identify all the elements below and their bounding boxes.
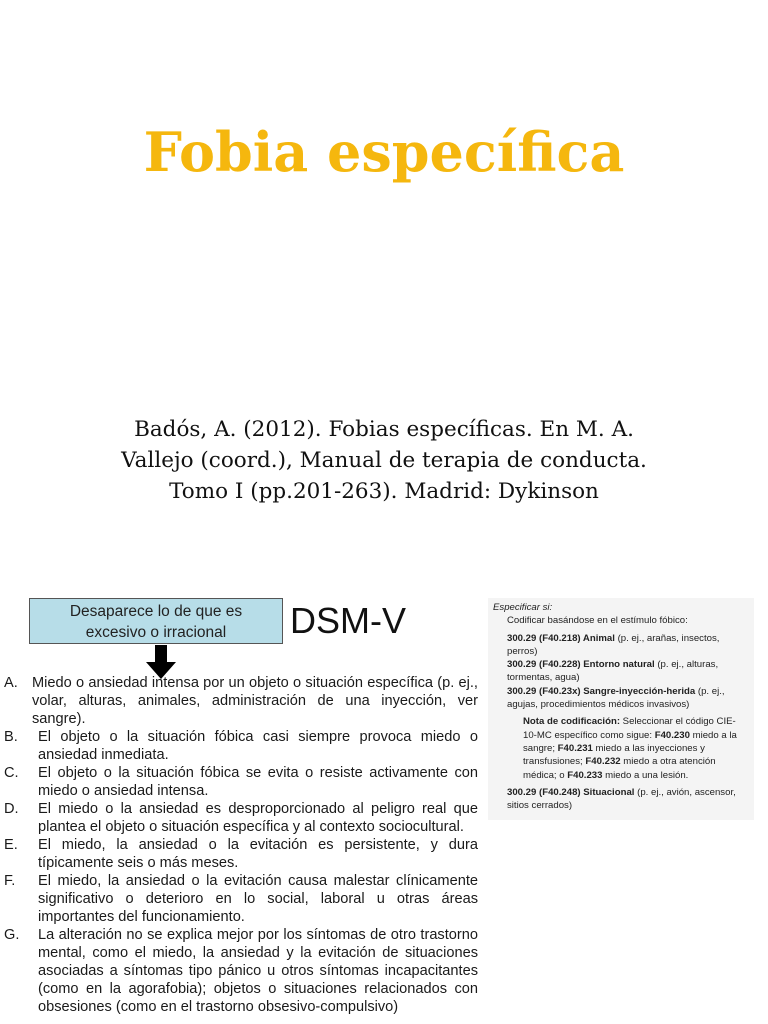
citation-line-2: Vallejo (coord.), Manual de terapia de conducta.: [121, 448, 647, 473]
citation-line-3: Tomo I (pp.201-263). Madrid: Dykinson: [169, 479, 599, 504]
specifier-blood: 300.29 (F40.23x) Sangre-inyección-herida (p. ej., agujas, procedimientos médicos invasivos): [507, 685, 725, 711]
callout-line-1: Desaparece lo de que es: [69, 603, 243, 620]
criterion-text: La alteración no se explica mejor por los síntomas de otro trastorno mental, como el miedo, la ansiedad y la evitación de situaciones asociadas a síntomas tipo pánico u otros síntomas incapacitantes (como en la agorafobia); objetos o situaciones relacionados con obsesiones (como en el trastorno obsesivo-compulsivo): [38, 927, 478, 1015]
criterion-d: [0, 800, 478, 836]
criterion-letter: A.: [4, 675, 18, 691]
criterion-text: El objeto o la situación fóbica casi siempre provoca miedo o ansiedad inmediata.: [38, 729, 478, 763]
citation-line-1: Badós, A. (2012). Fobias específicas. En M. A.: [134, 417, 634, 442]
citation: [84, 414, 684, 507]
dsm-label: DSM-V: [290, 600, 406, 641]
callout-box: [29, 598, 283, 644]
criterion-text: El miedo, la ansiedad o la evitación es persistente, y dura típicamente seis o más meses.: [38, 837, 478, 871]
criterion-letter: E.: [4, 837, 18, 853]
criterion-b: [0, 728, 478, 764]
specifier-natural: 300.29 (F40.228) Entorno natural (p. ej., alturas, tormentas, agua): [507, 659, 719, 684]
criterion-f: [0, 872, 478, 926]
criterion-text: Miedo o ansiedad intensa por un objeto o situación específica (p. ej., volar, alturas, animales, administración de una inyección, ver sangre).: [32, 675, 478, 727]
criterion-letter: C.: [4, 765, 19, 781]
criterion-letter: G.: [4, 927, 20, 943]
callout-line-2: excesivo o irracional: [85, 624, 227, 641]
criteria-list: [0, 674, 478, 1016]
criterion-text: El miedo o la ansiedad es desproporcionado al peligro real que plantea el objeto o situación específica y al contexto sociocultural.: [38, 801, 478, 835]
criterion-letter: D.: [4, 801, 19, 817]
criterion-e: [0, 836, 478, 872]
criterion-c: [0, 764, 478, 800]
slide-title: Fobia específica: [143, 120, 625, 184]
specifier-situational: 300.29 (F40.248) Situacional (p. ej., avión, ascensor, sitios cerrados): [507, 786, 736, 812]
criterion-text: El miedo, la ansiedad o la evitación causa malestar clínicamente significativo o deterioro en lo social, laboral u otras áreas importantes del funcionamiento.: [38, 873, 478, 925]
specifier-note: Nota de codificación: Seleccionar el código CIE-10-MC específico como sigue: F40.230 miedo a la sangre; F40.231 miedo a las inyecciones y transfusiones; F40.232 miedo a otra atención médica; o F40.233 miedo a una lesión.: [523, 716, 737, 781]
criterion-letter: F.: [4, 873, 16, 889]
criterion-letter: B.: [4, 729, 18, 745]
criterion-g: [0, 926, 478, 1016]
specifier-heading: Especificar si:: [493, 602, 553, 613]
criterion-text: El objeto o la situación fóbica se evita o resiste activamente con miedo o ansiedad intensa.: [38, 765, 478, 799]
specifier-animal: 300.29 (F40.218) Animal (p. ej., arañas, insectos, perros): [507, 632, 720, 657]
specifier-box: [488, 598, 754, 820]
criterion-a: [0, 674, 478, 728]
specifier-intro: Codificar basándose en el estímulo fóbico:: [507, 615, 688, 627]
